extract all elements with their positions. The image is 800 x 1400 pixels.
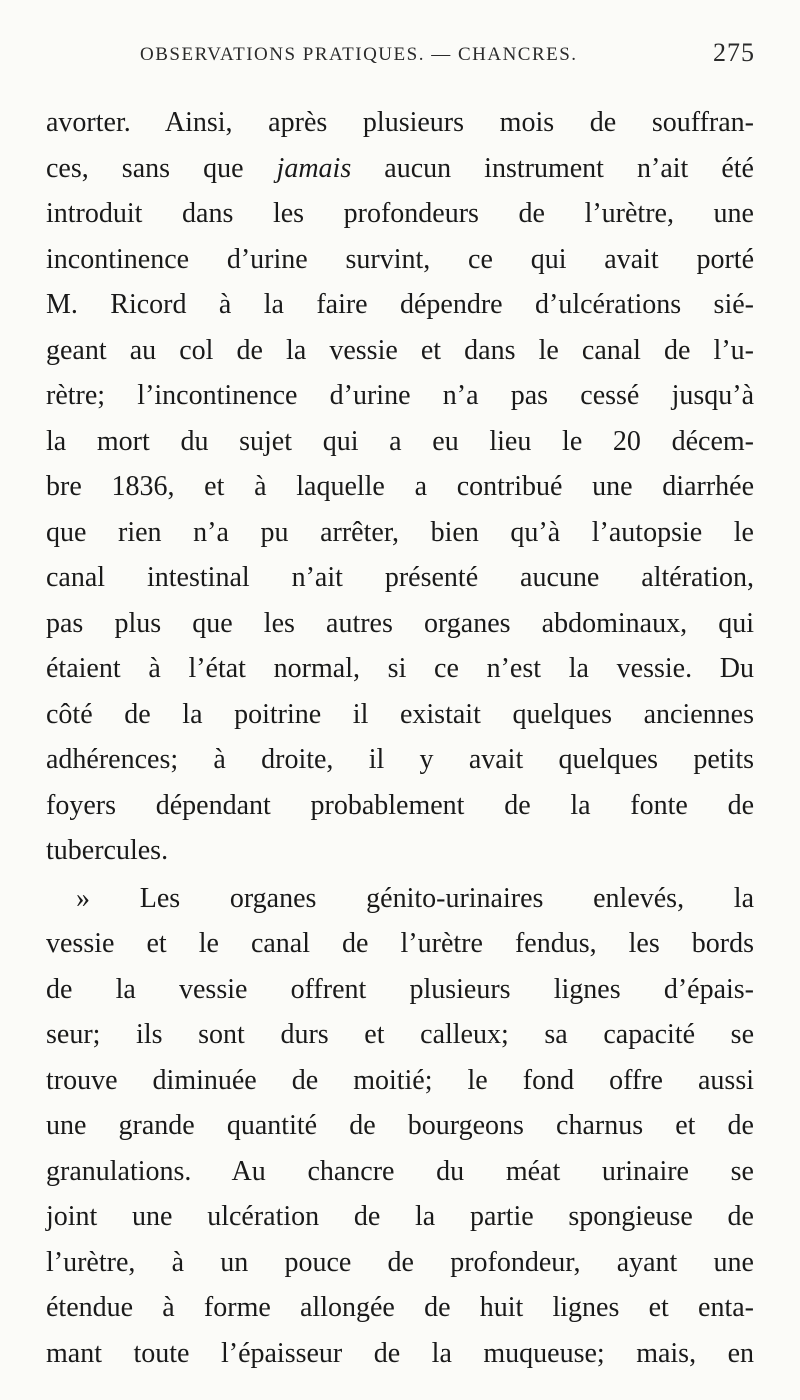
- text-line: tubercules.: [46, 835, 169, 866]
- text-line: seur; ils sont durs et calleux; sa capacité se: [46, 1019, 754, 1050]
- text-line: l’urètre, à un pouce de profondeur, ayant une: [46, 1246, 754, 1278]
- page-number: 275: [713, 38, 755, 67]
- text-line: pas plus que les autres organes abdominaux, qui: [46, 607, 754, 639]
- text-line: étendue à forme allongée de huit lignes et enta-: [46, 1292, 754, 1323]
- text-line: » Les organes génito-urinaires enlevés, la: [76, 882, 754, 914]
- text-line: que rien n’a pu arrêter, bien qu’à l’autopsie le: [46, 516, 754, 548]
- text-line: foyers dépendant probablement de la fonte de: [46, 789, 754, 821]
- text-line: une grande quantité de bourgeons charnus et de: [46, 1110, 754, 1141]
- text-line: la mort du sujet qui a eu lieu le 20 décem-: [46, 425, 754, 457]
- text-line: bre 1836, et à laquelle a contribué une diarrhée: [46, 471, 754, 502]
- text-line: vessie et le canal de l’urètre fendus, les bords: [46, 928, 754, 959]
- text-line: rètre; l’incontinence d’urine n’a pas cessé jusqu’à: [46, 380, 754, 411]
- text-line: étaient à l’état normal, si ce n’est la vessie. Du: [46, 653, 754, 684]
- paragraph: [46, 876, 754, 1377]
- body-text: [46, 100, 754, 1376]
- text-line: trouve diminuée de moitié; le fond offre aussi: [46, 1064, 754, 1096]
- text-line: mant toute l’épaisseur de la muqueuse; mais, en: [46, 1337, 754, 1369]
- text-line: côté de la poitrine il existait quelques anciennes: [46, 698, 754, 730]
- text-line: canal intestinal n’ait présenté aucune altération,: [46, 562, 754, 593]
- text-line: M. Ricord à la faire dépendre d’ulcérations sié-: [46, 289, 754, 320]
- text-line: joint une ulcération de la partie spongieuse de: [46, 1201, 754, 1232]
- text-line: incontinence d’urine survint, ce qui avait porté: [46, 243, 754, 275]
- text-line: granulations. Au chancre du méat urinaire se: [46, 1155, 754, 1187]
- text-line: introduit dans les profondeurs de l’urètre, une: [46, 198, 754, 229]
- running-title: OBSERVATIONS PRATIQUES. — CHANCRES.: [140, 44, 578, 65]
- emphasized-word: jamais: [276, 152, 352, 184]
- text-line: adhérences; à droite, il y avait quelques petits: [46, 744, 754, 775]
- text-line: de la vessie offrent plusieurs lignes d’épais-: [46, 973, 754, 1005]
- text-line: ces, sans que jamais aucun instrument n’ait été: [46, 152, 754, 184]
- text-line: avorter. Ainsi, après plusieurs mois de souffran-: [46, 107, 754, 138]
- text-line: geant au col de la vessie et dans le canal de l’u-: [46, 334, 754, 366]
- paragraph: [46, 100, 754, 874]
- running-head: [140, 38, 755, 78]
